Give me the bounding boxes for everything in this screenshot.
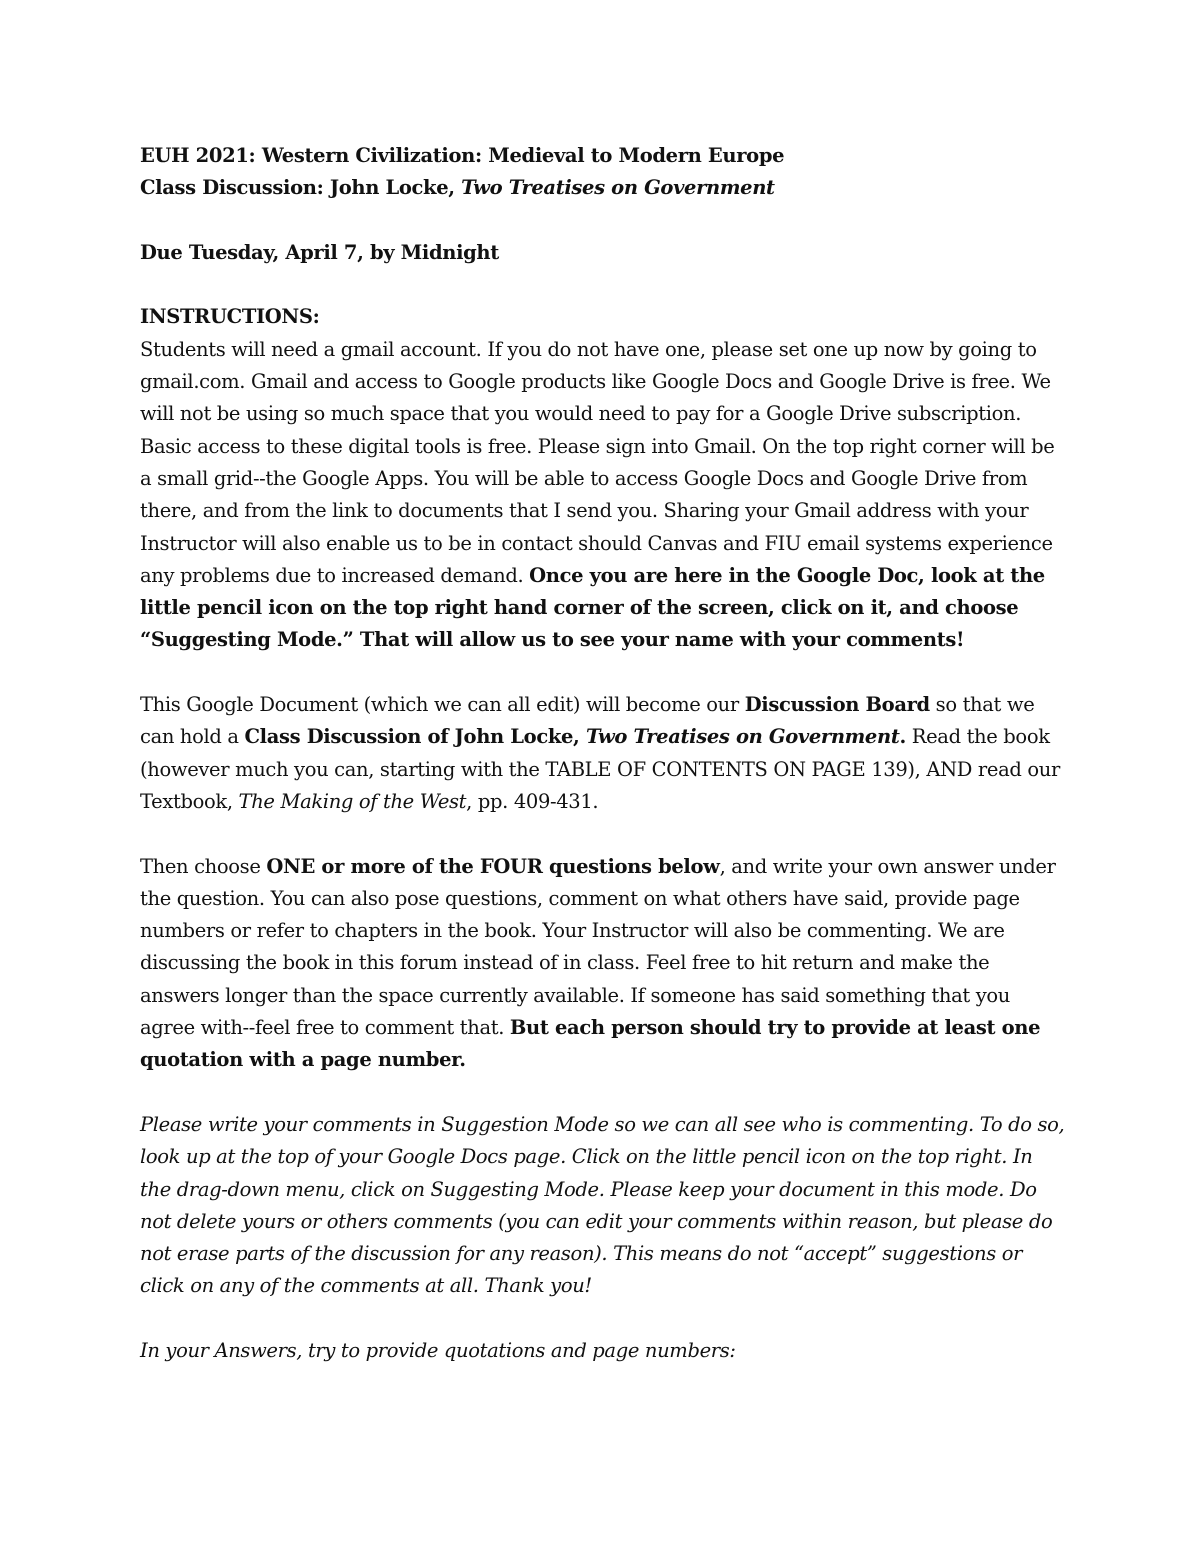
instructions-body-bold: Once you are here in the Google Doc, look at the little pencil icon on the top right hand corner of the screen, click on it, and choose “Suggesting Mode.” That will allow us to see your name with your comments! — [140, 563, 1045, 652]
instructions-paragraph — [140, 334, 1065, 657]
discussion-board-paragraph — [140, 689, 1065, 818]
document-body — [140, 140, 1065, 1367]
choose-questions-text: , and write your own answer under the question. You can also pose questions, comment on what others have said, provide page numbers or refer to chapters in the book. Your Instructor will also be commenting. We are discussing the book in this forum instead of in class. Feel free to hit return and make the answers longer than the space currently available. If someone has said something that you agree with--feel free to comment that. — [140, 854, 1056, 1040]
discussion-title-book: Two Treatises on Government — [461, 176, 775, 200]
choose-questions-paragraph — [140, 851, 1065, 1077]
answers-note: In your Answers, try to provide quotations and page numbers: — [140, 1338, 736, 1362]
discussion-title-prefix: Class Discussion: John Locke, — [140, 176, 462, 200]
discussion-board-text: , pp. 409-431. — [466, 789, 599, 813]
discussion-board-bold: Class Discussion of John Locke, — [244, 725, 586, 749]
suggestion-mode-note: Please write your comments in Suggestion Mode so we can all see who is commenting. To do so, look up at the top of your Google Docs page. Click on the little pencil icon on the top right. In the drag-down menu, click on Suggesting Mode. Please keep your document in this mode. Do not delete yours or others comments (you can edit your comments within reason, but please do not erase parts of the discussion for any reason). This means do not “accept” suggestions or click on any of the comments at all. Thank you! — [140, 1112, 1065, 1298]
choose-questions-text: Then choose — [140, 854, 267, 878]
choose-questions-bold: But each person should try to provide at least one quotation with a page number. — [140, 1016, 1041, 1072]
discussion-board-text: so that we can hold a — [140, 693, 1035, 749]
discussion-board-bold: Discussion Board — [744, 693, 930, 717]
discussion-board-text: Read the book (however much you can, starting with the TABLE OF CONTENTS ON PAGE 139), AND read our Textbook, — [140, 725, 1060, 813]
spacer — [140, 205, 1065, 237]
course-title: EUH 2021: Western Civilization: Medieval to Modern Europe — [140, 144, 785, 167]
choose-questions-bold: ONE or more of the FOUR questions below — [266, 854, 720, 878]
discussion-board-bold: . — [899, 725, 906, 749]
spacer — [140, 1303, 1065, 1335]
spacer — [140, 818, 1065, 850]
spacer — [140, 657, 1065, 689]
instructions-body: Students will need a gmail account. If you do not have one, please set one up now by going to gmail.com. Gmail and access to Google products like Google Docs and Google Drive is free. We will not be using so much space that you would need to pay for a Google Drive subscription. Basic access to these digital tools is free. Please sign into Gmail. On the top right corner will be a small grid--the Google Apps. You will be able to access Google Docs and Google Drive from there, and from the link to documents that I send you. Sharing your Gmail address with your Instructor will also enable us to be in contact should Canvas and FIU email systems experience any problems due to increased demand. — [140, 337, 1055, 587]
due-date: Due Tuesday, April 7, by Midnight — [140, 240, 499, 264]
discussion-title — [140, 172, 1065, 204]
discussion-board-text: This Google Document (which we can all edit) will become our — [140, 693, 745, 717]
discussion-board-book-title: Two Treatises on Government — [585, 725, 900, 749]
instructions-heading: INSTRUCTIONS: — [140, 305, 320, 329]
textbook-title: The Making of the West — [238, 789, 467, 813]
spacer — [140, 1077, 1065, 1109]
spacer — [140, 269, 1065, 301]
